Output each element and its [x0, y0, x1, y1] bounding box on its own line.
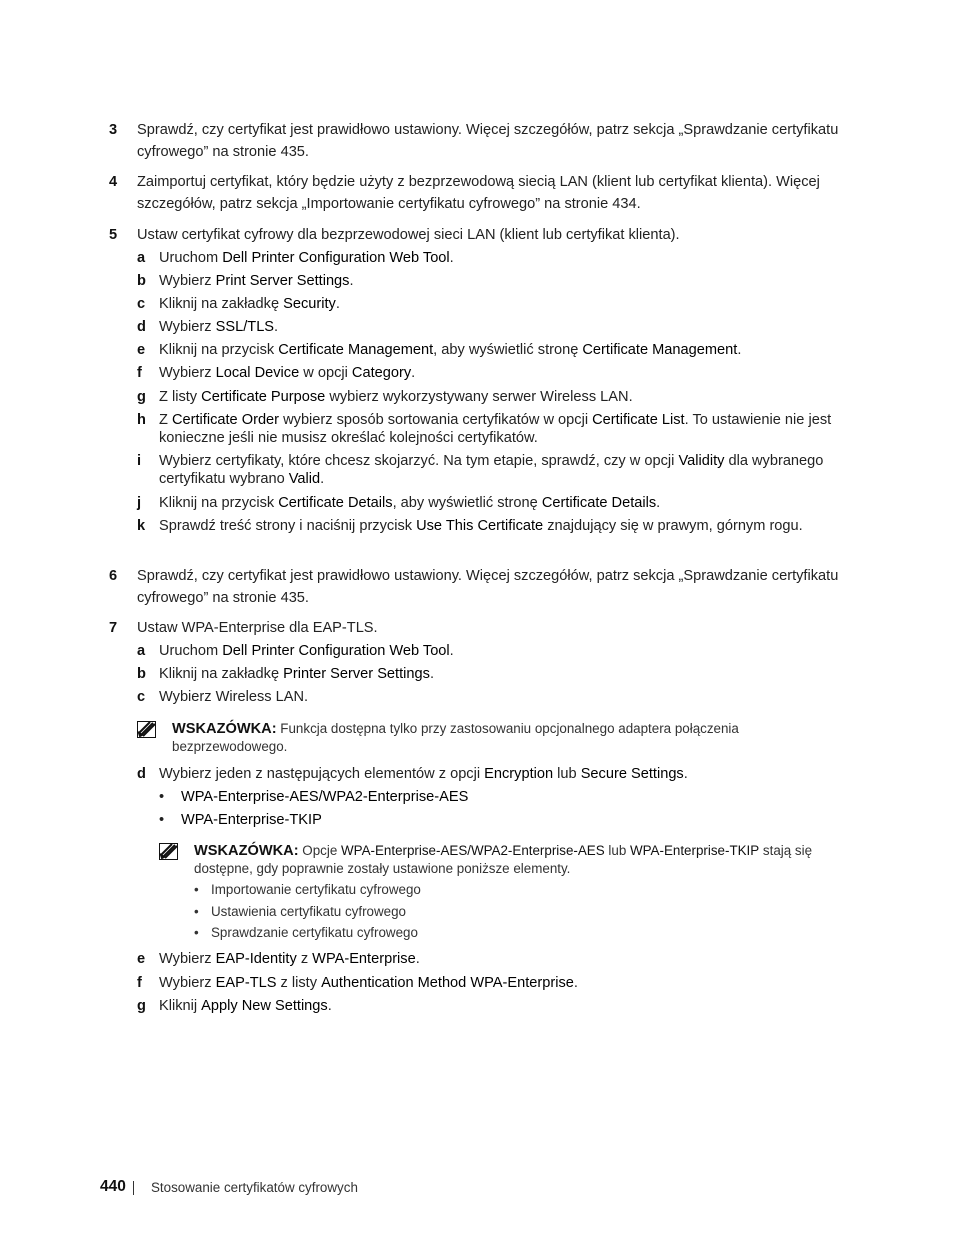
note-text: Funkcja dostępna tylko przy zastosowaniu opcjonalnego adaptera połączenia bezprzewodowego. [172, 721, 739, 754]
substep-letter: f [137, 975, 142, 991]
text: Wybierz [159, 365, 216, 381]
step-number: 3 [109, 122, 118, 138]
substep-letter: k [137, 518, 146, 534]
note-box [137, 720, 837, 756]
ui-term: Authentication Method WPA-Enterprise [321, 975, 574, 991]
text: Kliknij na przycisk [159, 342, 279, 358]
substep-letter: g [137, 389, 146, 405]
ui-term: Certificate Order [171, 412, 280, 428]
note-box [159, 842, 849, 942]
ui-term: Local Device [215, 365, 300, 381]
text: Wybierz [159, 975, 216, 991]
bullet-marker: • [159, 789, 165, 805]
substep-letter: a [137, 643, 146, 659]
text: , aby wyświetlić stronę [392, 495, 542, 511]
ui-term: Printer Server Settings [283, 666, 430, 682]
note-text: stają się dostępne, gdy poprawnie zostały ustawione poniższe elementy. [194, 843, 813, 876]
ui-term: Valid [288, 471, 321, 487]
substep-letter: b [137, 273, 146, 289]
ui-term: Certificate Purpose [201, 389, 326, 405]
note-label: WSKAZÓWKA: [194, 843, 299, 859]
bullet-marker: • [194, 882, 199, 897]
step-number: 4 [109, 174, 118, 190]
step-number: 7 [109, 620, 118, 636]
note-pencil-icon [159, 843, 178, 860]
substep-letter: a [137, 250, 146, 266]
text: . [683, 766, 688, 782]
ui-term: Certificate Details [541, 495, 657, 511]
ui-term: Certificate Management [278, 342, 434, 358]
text: znajdujący się w prawym, górnym rogu. [543, 518, 803, 534]
text: . [415, 951, 420, 967]
substep-letter: c [137, 689, 146, 705]
step-text: Sprawdź, czy certyfikat jest prawidłowo ustawiony. Więcej szczegółów, patrz sekcja „Sprawdzanie certyfikatu cyfrowego” na stronie 435. [137, 568, 839, 606]
step-text: Sprawdź, czy certyfikat jest prawidłowo ustawiony. Więcej szczegółów, patrz sekcja „Sprawdzanie certyfikatu cyfrowego” na stronie 435. [137, 122, 839, 160]
ui-term: Use This Certificate [416, 518, 544, 534]
ui-term: Validity [678, 453, 725, 469]
text: Kliknij na zakładkę [159, 666, 284, 682]
text: wybierz wykorzystywany serwer Wireless LAN. [325, 389, 633, 405]
substep-letter: d [137, 319, 146, 335]
page-number: 440 [100, 1178, 126, 1195]
footer-divider [133, 1181, 134, 1195]
note-bullet-text: Importowanie certyfikatu cyfrowego [211, 882, 421, 897]
substep-letter: j [137, 495, 142, 511]
ui-term: Print Server Settings [215, 273, 350, 289]
note-pencil-icon [137, 721, 156, 738]
ui-term: WPA-Enterprise-AES/WPA2-Enterprise-AES [341, 843, 605, 858]
text: . [737, 342, 742, 358]
step-text: Ustaw WPA-Enterprise dla EAP-TLS. [137, 620, 378, 636]
bullet-marker: • [194, 925, 199, 940]
note-bullet-text: Sprawdzanie certyfikatu cyfrowego [211, 925, 418, 940]
substep-letter: d [137, 766, 146, 782]
step-text: Ustaw certyfikat cyfrowy dla bezprzewodowej sieci LAN (klient lub certyfikat klienta). [137, 227, 680, 243]
note-bullet-text: Ustawienia certyfikatu cyfrowego [211, 904, 406, 919]
ui-term: Certificate Details [278, 495, 393, 511]
bullet-marker: • [159, 812, 165, 828]
note-label: WSKAZÓWKA: [172, 721, 277, 737]
text: . [411, 365, 416, 381]
text: dla wybranego certyfikatu wybrano [159, 453, 824, 487]
substep-letter: b [137, 666, 146, 682]
text: Kliknij na zakładkę [159, 296, 284, 312]
ui-term: Dell Printer Configuration Web Tool [222, 643, 450, 659]
ui-term: Certificate List [592, 412, 685, 428]
text: Wybierz [159, 273, 216, 289]
text: Wybierz [159, 319, 216, 335]
text: . [449, 250, 454, 266]
text: Wybierz certyfikaty, które chcesz skojarzyć. Na tym etapie, sprawdź, czy w opcji [159, 453, 679, 469]
ui-term: Category [351, 365, 412, 381]
note-text: lub [604, 843, 630, 858]
footer-title: Stosowanie certyfikatów cyfrowych [151, 1180, 358, 1195]
bullet-text: WPA-Enterprise-TKIP [181, 812, 322, 828]
text: . [573, 975, 578, 991]
ui-term: Security [283, 296, 336, 312]
text: z [296, 951, 313, 967]
substep-letter: i [137, 453, 142, 469]
text: Z [159, 412, 172, 428]
text: Kliknij na przycisk [159, 495, 279, 511]
text: . [320, 471, 325, 487]
ui-term: Secure Settings [580, 766, 684, 782]
text: . [349, 273, 354, 289]
text: Z listy [159, 389, 202, 405]
substep-letter: g [137, 998, 146, 1014]
substep-letter: e [137, 951, 146, 967]
substep-letter: c [137, 296, 146, 312]
step-text: Zaimportuj certyfikat, który będzie użyty z bezprzewodową siecią LAN (klient lub certyfikat klienta). Więcej szczegółów, patrz sekcja „Importowanie certyfikatu cyfrowego” na stronie 434. [137, 174, 820, 212]
step-number: 5 [109, 227, 118, 243]
text: Uruchom [159, 643, 223, 659]
text: w opcji [299, 365, 352, 381]
ui-term: Apply New Settings [201, 998, 328, 1014]
text: . [274, 319, 279, 335]
ui-term: Encryption [484, 766, 554, 782]
bullet-marker: • [194, 904, 199, 919]
text: wybierz sposób sortowania certyfikatów w opcji [279, 412, 593, 428]
text: Wybierz Wireless LAN. [159, 689, 309, 705]
text: . [656, 495, 661, 511]
step-number: 6 [109, 568, 118, 584]
ui-term: EAP-TLS [215, 975, 277, 991]
text: Sprawdź treść strony i naciśnij przycisk [159, 518, 417, 534]
text: , aby wyświetlić stronę [433, 342, 583, 358]
substep-letter: e [137, 342, 146, 358]
text: . [429, 666, 434, 682]
text: . [449, 643, 454, 659]
ui-term: SSL/TLS [215, 319, 275, 335]
ui-term: EAP-Identity [215, 951, 297, 967]
text: Wybierz jeden z następujących elementów z opcji [159, 766, 485, 782]
ui-term: Certificate Management [582, 342, 738, 358]
text: z listy [276, 975, 322, 991]
text: Kliknij [159, 998, 202, 1014]
ui-term: WPA-Enterprise-TKIP [629, 843, 760, 858]
substep-letter: h [137, 412, 146, 428]
text: . [335, 296, 340, 312]
note-text: Opcje [298, 843, 341, 858]
text: . To ustawienie nie jest konieczne jeśli nie musisz określać kolejności certyfikatów. [159, 412, 832, 446]
text: . [327, 998, 332, 1014]
substep-letter: f [137, 365, 142, 381]
ui-term: WPA-Enterprise [312, 951, 416, 967]
text: Uruchom [159, 250, 223, 266]
ui-term: Dell Printer Configuration Web Tool [222, 250, 450, 266]
bullet-text: WPA-Enterprise-AES/WPA2-Enterprise-AES [181, 789, 469, 805]
text: Wybierz [159, 951, 216, 967]
text: lub [553, 766, 581, 782]
